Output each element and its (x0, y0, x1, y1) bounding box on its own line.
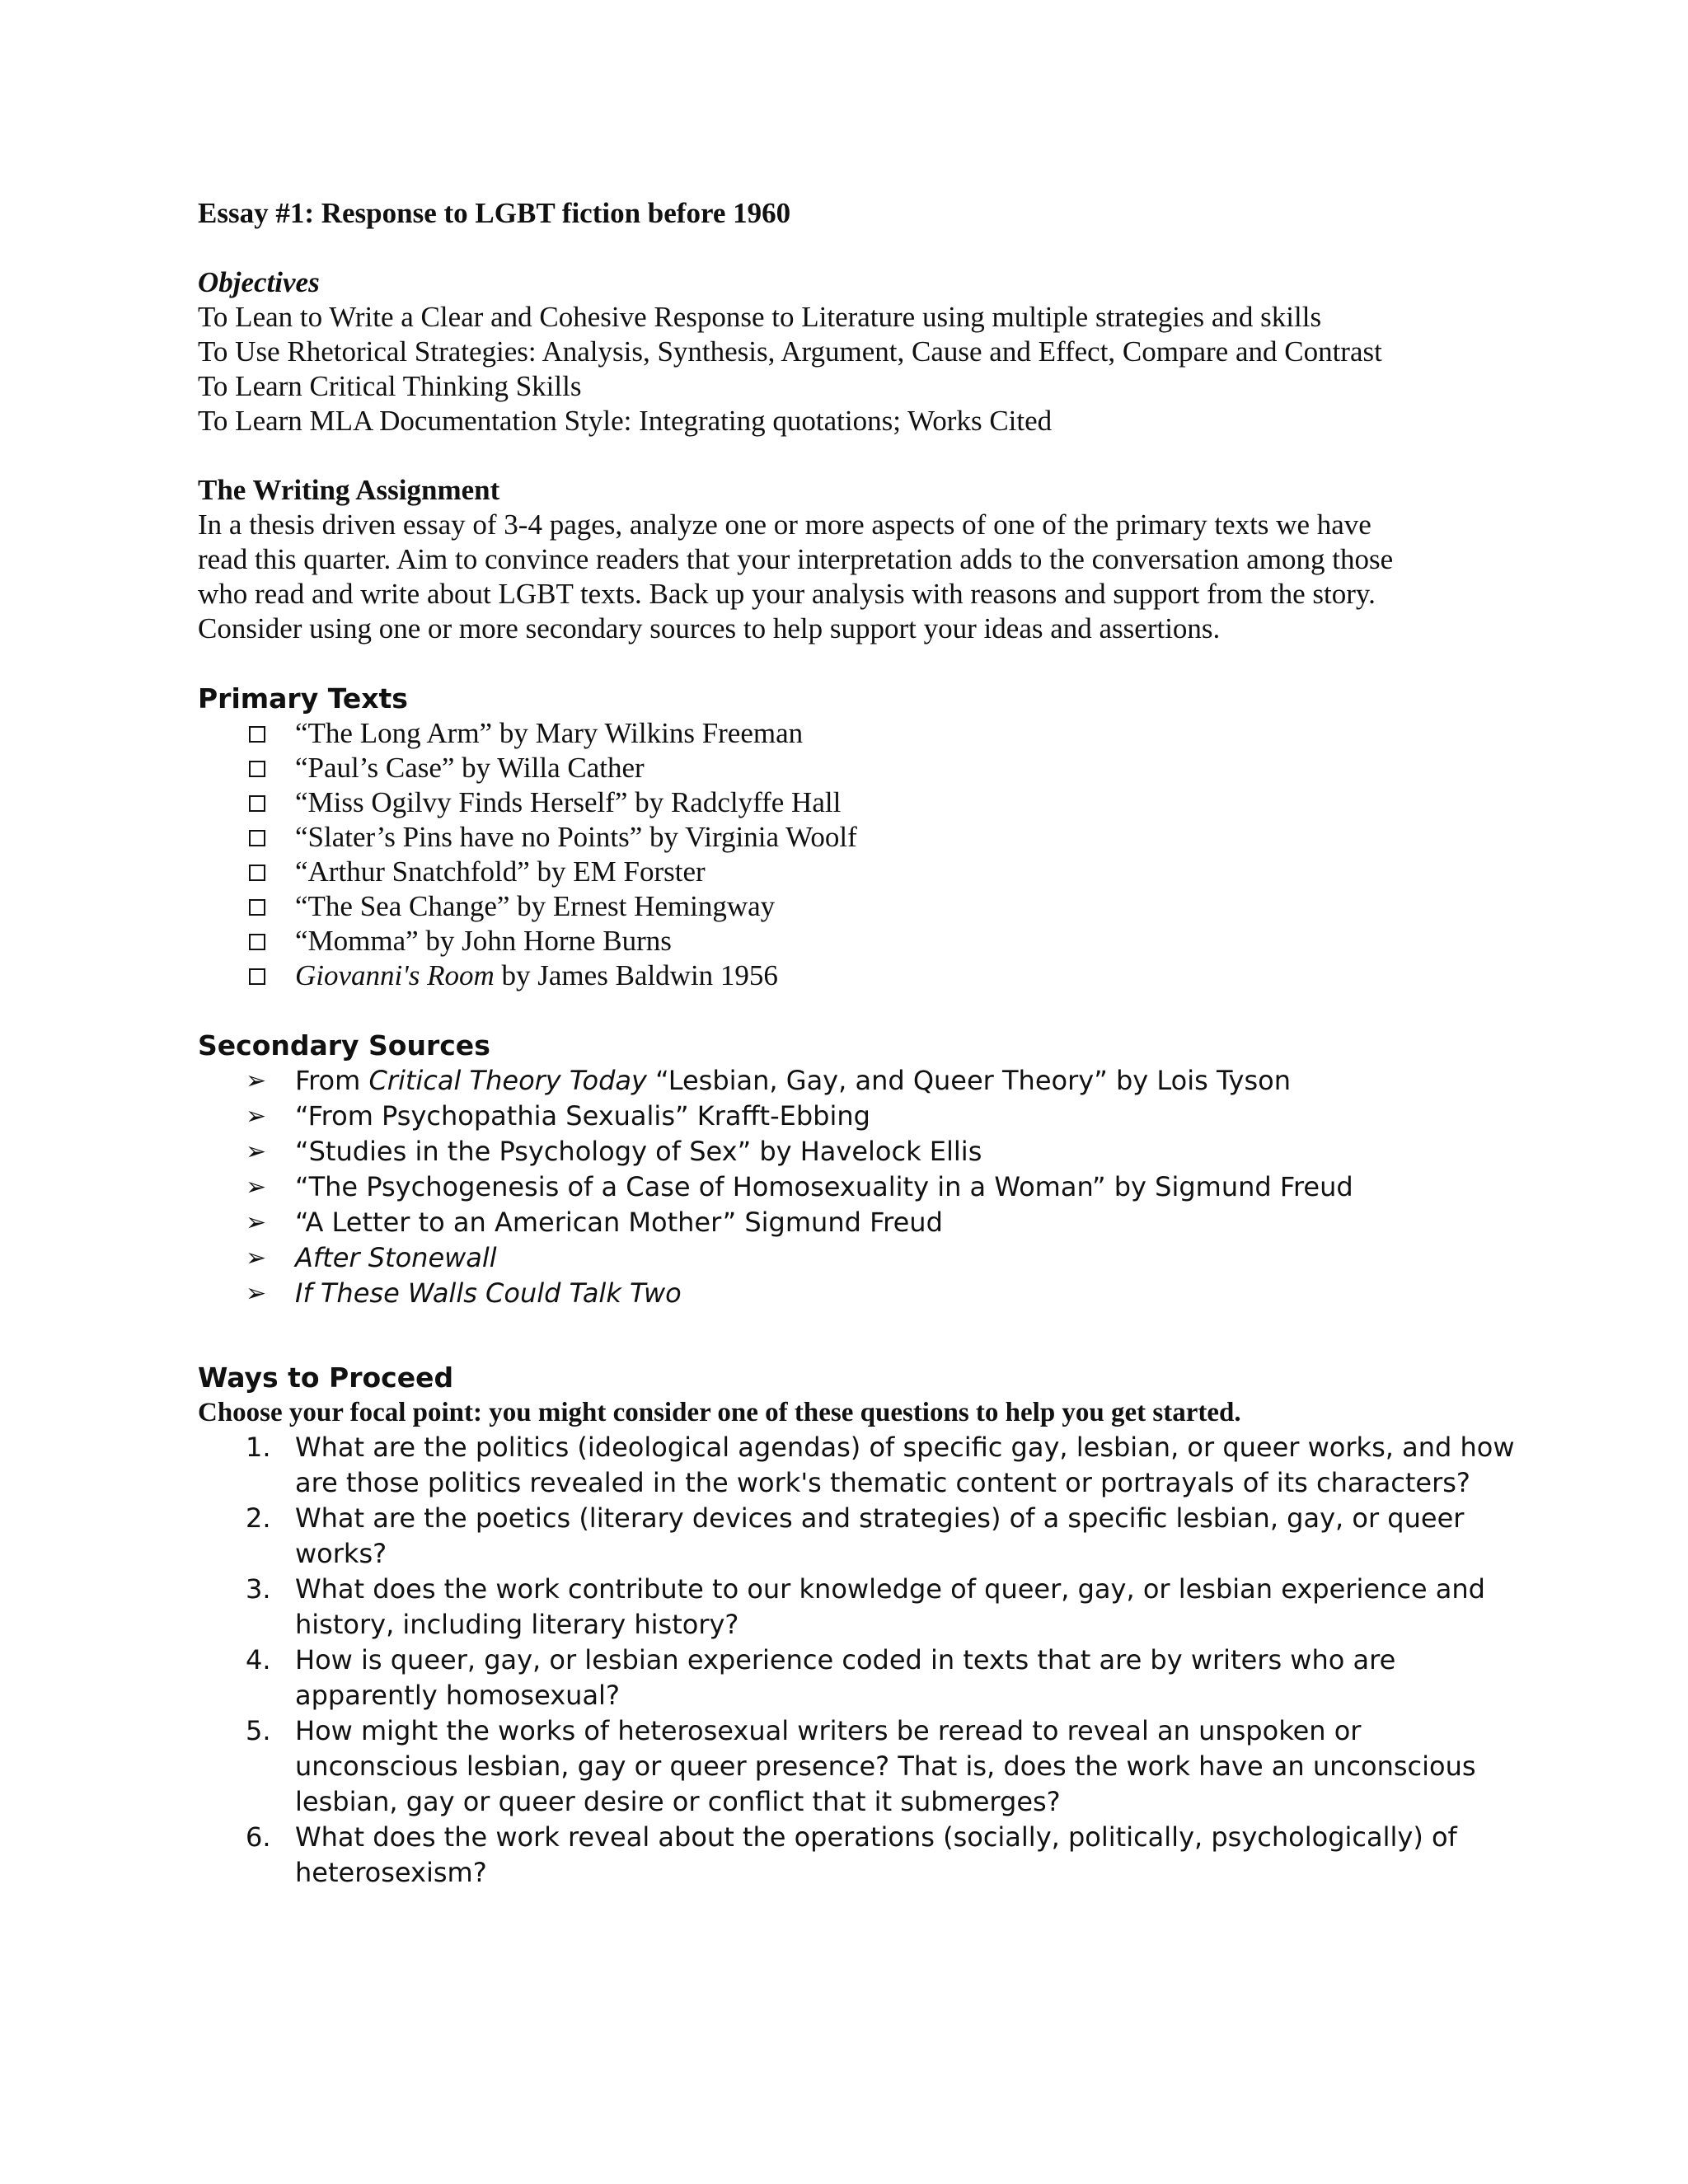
objective-line: To Learn MLA Documentation Style: Integrating quotations; Works Cited (198, 405, 1053, 437)
question-number: 2. (246, 1502, 271, 1534)
checkbox-icon (249, 865, 265, 881)
question-item: 1. What are the politics (ideological agendas) of specific gay, lesbian, or queer works, and how are those politics revealed in the work's thematic content or portrayals of its characters? (246, 1432, 1515, 1498)
list-item: ➢ “Studies in the Psychology of Sex” by Havelock Ellis (198, 1134, 1500, 1169)
checkbox-icon (249, 830, 265, 846)
list-item: ➢ After Stonewall (198, 1240, 1500, 1276)
book-title: Giovanni's Room (295, 959, 495, 991)
objective-line: To Lean to Write a Clear and Cohesive Response to Literature using multiple strategies and skills (198, 301, 1322, 333)
ways-to-proceed-section (198, 1360, 1515, 1891)
writing-assignment-heading: The Writing Assignment (198, 474, 500, 506)
checkbox-icon (249, 795, 265, 812)
assignment-line: read this quarter. Aim to convince readers that your interpretation adds to the conversation among those (198, 543, 1394, 575)
list-item: “Arthur Snatchfold” by EM Forster (198, 855, 1500, 889)
question-item: 6. What does the work reveal about the operations (socially, politically, psychologically) of heterosexism? (246, 1821, 1457, 1888)
list-item: ➢ From Critical Theory Today “Lesbian, Gay, and Queer Theory” by Lois Tyson (198, 1063, 1500, 1099)
ways-to-proceed-heading: Ways to Proceed (198, 1361, 454, 1394)
checkbox-icon (249, 761, 265, 777)
list-item: Giovanni's Room by James Baldwin 1956 (198, 958, 1500, 993)
secondary-sources-section (198, 1028, 1500, 1311)
objective-line: To Learn Critical Thinking Skills (198, 370, 582, 402)
secondary-sources-heading: Secondary Sources (198, 1029, 490, 1062)
list-item: “The Long Arm” by Mary Wilkins Freeman (198, 716, 1500, 751)
assignment-line: In a thesis driven essay of 3-4 pages, analyze one or more aspects of one of the primary texts we have (198, 509, 1372, 541)
arrow-bullet-icon: ➢ (246, 1208, 267, 1237)
primary-texts-section (198, 681, 1500, 993)
arrow-bullet-icon: ➢ (246, 1137, 267, 1166)
question-item: 5. How might the works of heterosexual writers be reread to reveal an unspoken or unconscious lesbian, gay or queer presence? That is, does the work have an unconscious lesbian, gay or queer desire or conflict that it submerges? (246, 1715, 1476, 1817)
checkbox-icon (249, 934, 265, 950)
primary-texts-heading: Primary Texts (198, 682, 408, 715)
ways-to-proceed-subheading: Choose your focal point: you might consider one of these questions to help you get started. (198, 1398, 1241, 1427)
objective-line: To Use Rhetorical Strategies: Analysis, Synthesis, Argument, Cause and Effect, Compare and Contrast (198, 335, 1382, 368)
list-item: “Paul’s Case” by Willa Cather (198, 751, 1500, 785)
writing-assignment-section (198, 473, 1500, 646)
question-item: 3. What does the work contribute to our knowledge of queer, gay, or lesbian experience and history, including literary history? (246, 1573, 1485, 1640)
question-number: 5. (246, 1715, 271, 1746)
list-item: ➢ If These Walls Could Talk Two (198, 1276, 1500, 1311)
list-item: ➢ “The Psychogenesis of a Case of Homosexuality in a Woman” by Sigmund Freud (198, 1169, 1500, 1205)
objectives-section (198, 265, 1500, 438)
assignment-line: who read and write about LGBT texts. Back up your analysis with reasons and support from the story. (198, 578, 1376, 610)
question-item: 2. What are the poetics (literary devices and strategies) of a specific lesbian, gay, or queer works? (246, 1502, 1465, 1569)
list-item: ➢ “A Letter to an American Mother” Sigmund Freud (198, 1205, 1500, 1240)
objectives-heading: Objectives (198, 266, 320, 298)
question-number: 6. (246, 1821, 271, 1853)
arrow-bullet-icon: ➢ (246, 1173, 267, 1202)
arrow-bullet-icon: ➢ (246, 1102, 267, 1131)
list-item: “Momma” by John Horne Burns (198, 924, 1500, 958)
checkbox-icon (249, 726, 265, 743)
arrow-bullet-icon: ➢ (246, 1244, 267, 1272)
checkbox-icon (249, 899, 265, 916)
arrow-bullet-icon: ➢ (246, 1279, 267, 1308)
essay-title: Essay #1: Response to LGBT fiction before 1960 (198, 197, 791, 229)
list-item: “Slater’s Pins have no Points” by Virginia Woolf (198, 820, 1500, 855)
list-item: “The Sea Change” by Ernest Hemingway (198, 889, 1500, 924)
assignment-line: Consider using one or more secondary sources to help support your ideas and assertions. (198, 612, 1221, 644)
list-item: “Miss Ogilvy Finds Herself” by Radclyffe Hall (198, 785, 1500, 820)
question-number: 4. (246, 1644, 271, 1675)
arrow-bullet-icon: ➢ (246, 1066, 267, 1095)
checkbox-icon (249, 968, 265, 985)
list-item: ➢ “From Psychopathia Sexualis” Krafft-Ebbing (198, 1099, 1500, 1134)
book-title: Critical Theory Today (368, 1065, 647, 1096)
question-item: 4. How is queer, gay, or lesbian experience coded in texts that are by writers who are apparently homosexual? (246, 1644, 1396, 1711)
question-number: 3. (246, 1573, 271, 1605)
question-number: 1. (246, 1432, 271, 1463)
